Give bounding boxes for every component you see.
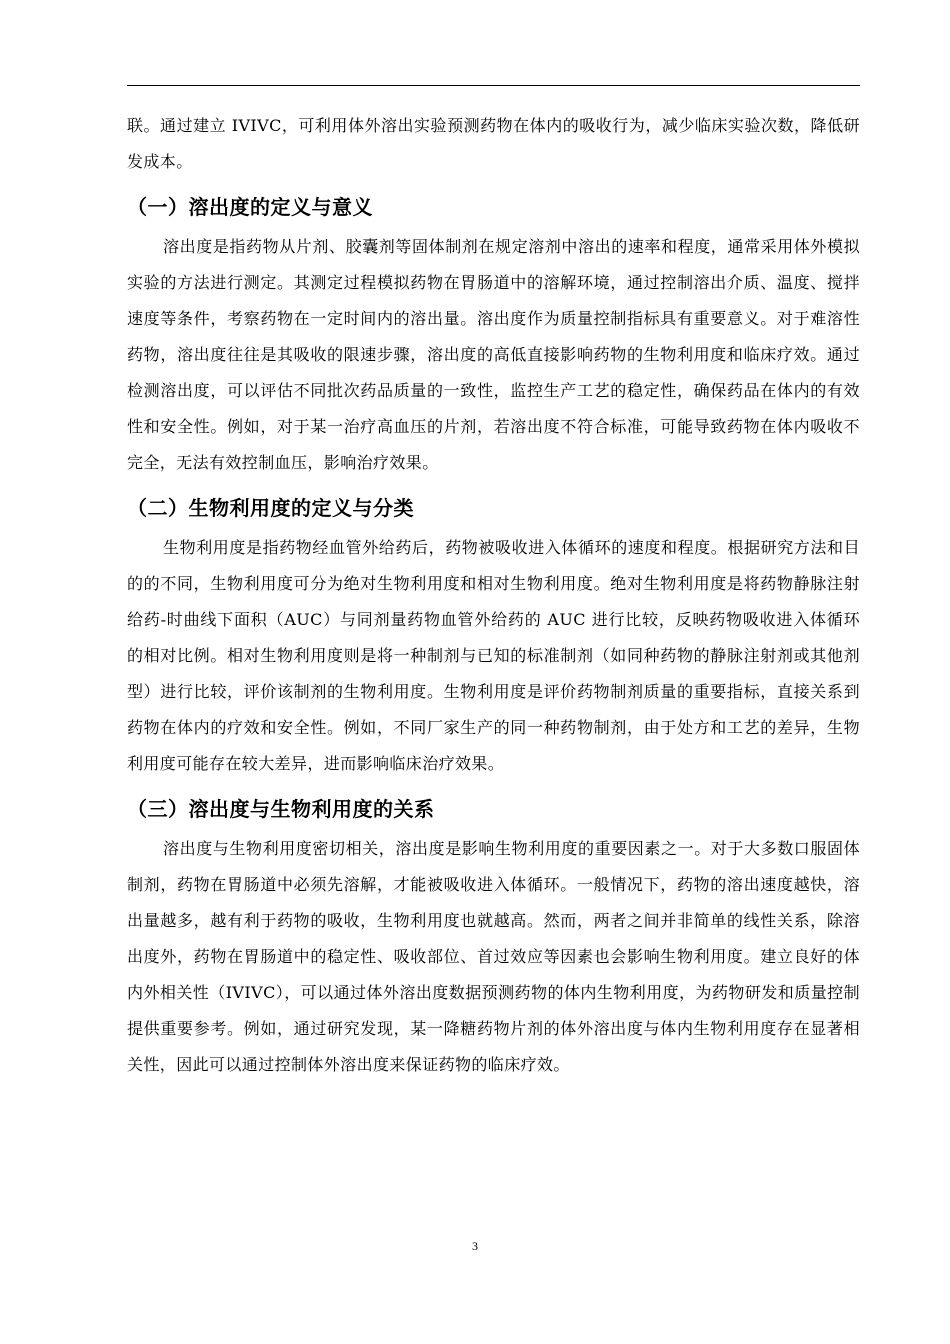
section-heading-bioavailability: （二）生物利用度的定义与分类 <box>127 496 414 520</box>
page-number: 3 <box>472 1239 478 1253</box>
section-heading-dissolution: （一）溶出度的定义与意义 <box>127 195 373 219</box>
section-heading-relationship: （三）溶出度与生物利用度的关系 <box>127 797 435 821</box>
page-content <box>127 108 860 1083</box>
section-body-relationship: 溶出度与生物利用度密切相关，溶出度是影响生物利用度的重要因素之一。对于大多数口服固体制剂，药物在胃肠道中必须先溶解，才能被吸收进入体循环。一般情况下，药物的溶出速度越快，溶出量越多，越有利于药物的吸收，生物利用度也就越高。然而，两者之间并非简单的线性关系，除溶出度外，药物在胃肠道中的稳定性、吸收部位、首过效应等因素也会影响生物利用度。建立良好的体内外相关性（IVIVC），可以通过体外溶出度数据预测药物的体内生物利用度，为药物研发和质量控制提供重要参考。例如，通过研究发现，某一降糖药物片剂的体外溶出度与体内生物利用度存在显著相关性，因此可以通过控制体外溶出度来保证药物的临床疗效。 <box>127 839 860 1074</box>
section-body-bioavailability: 生物利用度是指药物经血管外给药后，药物被吸收进入体循环的速度和程度。根据研究方法和目的的不同，生物利用度可分为绝对生物利用度和相对生物利用度。绝对生物利用度是将药物静脉注射给药-时曲线下面积（AUC）与同剂量药物血管外给药的 AUC 进行比较，反映药物吸收进入体循环的相对比例。相对生物利用度则是将一种制剂与已知的标准制剂（如同种药物的静脉注射剂或其他剂型）进行比较，评价该制剂的生物利用度。生物利用度是评价药物制剂质量的重要指标，直接关系到药物在体内的疗效和安全性。例如，不同厂家生产的同一种药物制剂，由于处方和工艺的差异，生物利用度可能存在较大差异，进而影响临床治疗效果。 <box>127 538 860 773</box>
header-rule <box>127 85 860 86</box>
intro-paragraph: 联。通过建立 IVIVC，可利用体外溶出实验预测药物在体内的吸收行为，减少临床实验次数，降低研发成本。 <box>127 116 860 171</box>
section-body-dissolution: 溶出度是指药物从片剂、胶囊剂等固体制剂在规定溶剂中溶出的速率和程度，通常采用体外模拟实验的方法进行测定。其测定过程模拟药物在胃肠道中的溶解环境，通过控制溶出介质、温度、搅拌速度等条件，考察药物在一定时间内的溶出量。溶出度作为质量控制指标具有重要意义。对于难溶性药物，溶出度往往是其吸收的限速步骤，溶出度的高低直接影响药物的生物利用度和临床疗效。通过检测溶出度，可以评估不同批次药品质量的一致性，监控生产工艺的稳定性，确保药品在体内的有效性和安全性。例如，对于某一治疗高血压的片剂，若溶出度不符合标准，可能导致药物在体内吸收不完全，无法有效控制血压，影响治疗效果。 <box>127 237 860 472</box>
